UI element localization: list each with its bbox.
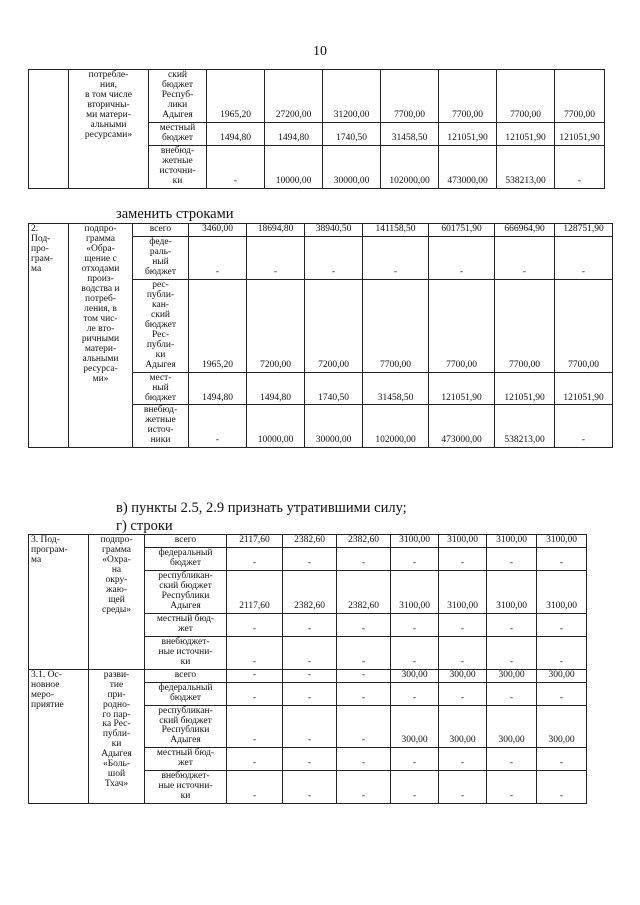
funding-source-cell: всего: [145, 669, 227, 682]
amount-cell: -: [337, 613, 391, 636]
amount-cell: 300,00: [537, 669, 587, 682]
amount-cell: -: [537, 547, 587, 570]
amount-cell: -: [337, 771, 391, 804]
program-name-cell: подпро- грамма «Охра- на окру- жаю- щей среды»: [89, 535, 145, 670]
amount-cell: 2382,60: [337, 570, 391, 613]
program-number-cell: [29, 70, 69, 189]
heading-item-g: г) строки: [116, 518, 173, 534]
amount-cell: -: [247, 236, 305, 279]
amount-cell: 7700,00: [495, 279, 555, 372]
amount-cell: -: [391, 547, 439, 570]
amount-cell: -: [283, 613, 337, 636]
heading-item-v: в) пункты 2.5, 2.9 признать утратившими силу;: [116, 500, 407, 516]
amount-cell: -: [487, 748, 537, 771]
amount-cell: 2117,60: [227, 570, 283, 613]
amount-cell: -: [337, 547, 391, 570]
amount-cell: -: [227, 771, 283, 804]
amount-cell: 3460,00: [189, 224, 247, 237]
amount-cell: 121051,90: [439, 122, 497, 145]
amount-cell: 2382,60: [283, 535, 337, 548]
amount-cell: 3100,00: [487, 570, 537, 613]
amount-cell: -: [391, 771, 439, 804]
amount-cell: -: [391, 748, 439, 771]
funding-source-cell: местный бюджет: [149, 122, 207, 145]
amount-cell: 601751,90: [429, 224, 495, 237]
amount-cell: -: [227, 748, 283, 771]
amount-cell: -: [227, 669, 283, 682]
amount-cell: 300,00: [439, 669, 487, 682]
amount-cell: -: [337, 705, 391, 748]
amount-cell: 1494,80: [207, 122, 265, 145]
amount-cell: -: [537, 682, 587, 705]
amount-cell: 31458,50: [381, 122, 439, 145]
program-number-cell: 3.1. Ос- новное меро- приятие: [29, 669, 89, 804]
amount-cell: 2117,60: [227, 535, 283, 548]
amount-cell: -: [439, 682, 487, 705]
funding-source-cell: всего: [145, 535, 227, 548]
amount-cell: -: [283, 682, 337, 705]
amount-cell: -: [227, 636, 283, 669]
amount-cell: -: [487, 682, 537, 705]
amount-cell: -: [283, 705, 337, 748]
amount-cell: -: [283, 748, 337, 771]
table-row: [29, 535, 587, 548]
amount-cell: -: [439, 547, 487, 570]
table-subprogram-2: [28, 223, 613, 448]
amount-cell: -: [537, 613, 587, 636]
amount-cell: -: [439, 748, 487, 771]
amount-cell: -: [283, 669, 337, 682]
amount-cell: 121051,90: [555, 122, 605, 145]
amount-cell: -: [537, 771, 587, 804]
amount-cell: -: [495, 236, 555, 279]
amount-cell: 30000,00: [305, 405, 363, 448]
amount-cell: -: [363, 236, 429, 279]
amount-cell: -: [283, 636, 337, 669]
amount-cell: 7700,00: [497, 70, 555, 123]
amount-cell: 7700,00: [555, 279, 613, 372]
table-row: [29, 224, 613, 237]
amount-cell: -: [555, 405, 613, 448]
program-name-cell: подпро- грамма «Обра- щение с отходами произ- водства и потреб- ления, в том чис- ле вто- ричными матери- альными ресурса- ми»: [69, 224, 133, 448]
funding-source-cell: республикан- ский бюджет Республики Адыгея: [145, 570, 227, 613]
amount-cell: -: [487, 771, 537, 804]
funding-source-cell: республикан- ский бюджет Республики Адыгея: [145, 705, 227, 748]
amount-cell: 30000,00: [323, 145, 381, 188]
funding-source-cell: местный бюд- жет: [145, 748, 227, 771]
funding-source-cell: мест- ный бюджет: [133, 372, 189, 405]
amount-cell: 7200,00: [247, 279, 305, 372]
amount-cell: -: [305, 236, 363, 279]
page-number: 10: [313, 44, 327, 59]
table-row: [29, 669, 587, 682]
amount-cell: 2382,60: [337, 535, 391, 548]
amount-cell: 7200,00: [305, 279, 363, 372]
amount-cell: 3100,00: [537, 535, 587, 548]
amount-cell: 10000,00: [247, 405, 305, 448]
amount-cell: 121051,90: [497, 122, 555, 145]
amount-cell: 300,00: [537, 705, 587, 748]
amount-cell: 102000,00: [363, 405, 429, 448]
amount-cell: 121051,90: [429, 372, 495, 405]
amount-cell: -: [189, 405, 247, 448]
table-fragment-top: [28, 69, 605, 189]
amount-cell: 1494,80: [247, 372, 305, 405]
amount-cell: 10000,00: [265, 145, 323, 188]
amount-cell: -: [439, 613, 487, 636]
amount-cell: 121051,90: [495, 372, 555, 405]
amount-cell: 538213,00: [497, 145, 555, 188]
funding-source-cell: всего: [133, 224, 189, 237]
amount-cell: 7700,00: [363, 279, 429, 372]
amount-cell: 473000,00: [439, 145, 497, 188]
amount-cell: 538213,00: [495, 405, 555, 448]
amount-cell: 2382,60: [283, 570, 337, 613]
amount-cell: -: [207, 145, 265, 188]
amount-cell: -: [283, 547, 337, 570]
program-number-cell: 2. Под- про- грам- ма: [29, 224, 69, 448]
amount-cell: -: [337, 669, 391, 682]
amount-cell: -: [429, 236, 495, 279]
program-name-cell: разви- тие при- родно- го пар- ка Рес- публи- ки Адыгея «Боль- шой Тхач»: [89, 669, 145, 804]
amount-cell: -: [283, 771, 337, 804]
funding-source-cell: рес- публи- кан- ский бюджет Рес- публи- ки Адыгея: [133, 279, 189, 372]
funding-source-cell: внебюджет- ные источни- ки: [145, 636, 227, 669]
amount-cell: 1740,50: [305, 372, 363, 405]
amount-cell: 141158,50: [363, 224, 429, 237]
amount-cell: -: [487, 547, 537, 570]
amount-cell: 7700,00: [381, 70, 439, 123]
amount-cell: -: [439, 771, 487, 804]
funding-source-cell: ский бюджет Респуб- лики Адыгея: [149, 70, 207, 123]
amount-cell: -: [337, 682, 391, 705]
amount-cell: 18694,80: [247, 224, 305, 237]
amount-cell: -: [487, 636, 537, 669]
amount-cell: -: [555, 145, 605, 188]
amount-cell: 3100,00: [391, 535, 439, 548]
amount-cell: -: [337, 748, 391, 771]
amount-cell: 473000,00: [429, 405, 495, 448]
amount-cell: 38940,50: [305, 224, 363, 237]
funding-source-cell: внебюд- жетные источни- ки: [149, 145, 207, 188]
table-row: [29, 70, 605, 123]
amount-cell: 128751,90: [555, 224, 613, 237]
amount-cell: 3100,00: [487, 535, 537, 548]
amount-cell: -: [227, 613, 283, 636]
amount-cell: 3100,00: [537, 570, 587, 613]
amount-cell: -: [537, 748, 587, 771]
amount-cell: 27200,00: [265, 70, 323, 123]
amount-cell: 3100,00: [439, 570, 487, 613]
amount-cell: 300,00: [439, 705, 487, 748]
funding-source-cell: внебюджет- ные источни- ки: [145, 771, 227, 804]
amount-cell: 1494,80: [265, 122, 323, 145]
amount-cell: 1740,50: [323, 122, 381, 145]
amount-cell: 102000,00: [381, 145, 439, 188]
amount-cell: -: [391, 682, 439, 705]
amount-cell: -: [391, 613, 439, 636]
amount-cell: -: [227, 547, 283, 570]
amount-cell: 300,00: [391, 669, 439, 682]
funding-source-cell: местный бюд- жет: [145, 613, 227, 636]
program-number-cell: 3. Под- програм- ма: [29, 535, 89, 670]
program-name-cell: потребле- ния, в том числе вторичны- ми матери- альными ресурсами»: [69, 70, 149, 189]
amount-cell: 31458,50: [363, 372, 429, 405]
amount-cell: 7700,00: [439, 70, 497, 123]
amount-cell: -: [391, 636, 439, 669]
amount-cell: 666964,90: [495, 224, 555, 237]
amount-cell: 7700,00: [555, 70, 605, 123]
amount-cell: 121051,90: [555, 372, 613, 405]
amount-cell: -: [227, 705, 283, 748]
amount-cell: 1965,20: [189, 279, 247, 372]
amount-cell: -: [487, 613, 537, 636]
table-subprogram-3: [28, 534, 587, 804]
amount-cell: 7700,00: [429, 279, 495, 372]
amount-cell: 300,00: [391, 705, 439, 748]
funding-source-cell: внебюд- жетные источ- ники: [133, 405, 189, 448]
amount-cell: -: [189, 236, 247, 279]
amount-cell: 1494,80: [189, 372, 247, 405]
funding-source-cell: федеральный бюджет: [145, 682, 227, 705]
amount-cell: -: [537, 636, 587, 669]
amount-cell: -: [337, 636, 391, 669]
amount-cell: -: [555, 236, 613, 279]
funding-source-cell: федеральный бюджет: [145, 547, 227, 570]
amount-cell: 31200,00: [323, 70, 381, 123]
amount-cell: 3100,00: [391, 570, 439, 613]
amount-cell: -: [227, 682, 283, 705]
amount-cell: -: [439, 636, 487, 669]
amount-cell: 300,00: [487, 705, 537, 748]
amount-cell: 300,00: [487, 669, 537, 682]
funding-source-cell: феде- раль- ный бюджет: [133, 236, 189, 279]
amount-cell: 1965,20: [207, 70, 265, 123]
heading-replace: заменить строками: [116, 206, 234, 222]
amount-cell: 3100,00: [439, 535, 487, 548]
